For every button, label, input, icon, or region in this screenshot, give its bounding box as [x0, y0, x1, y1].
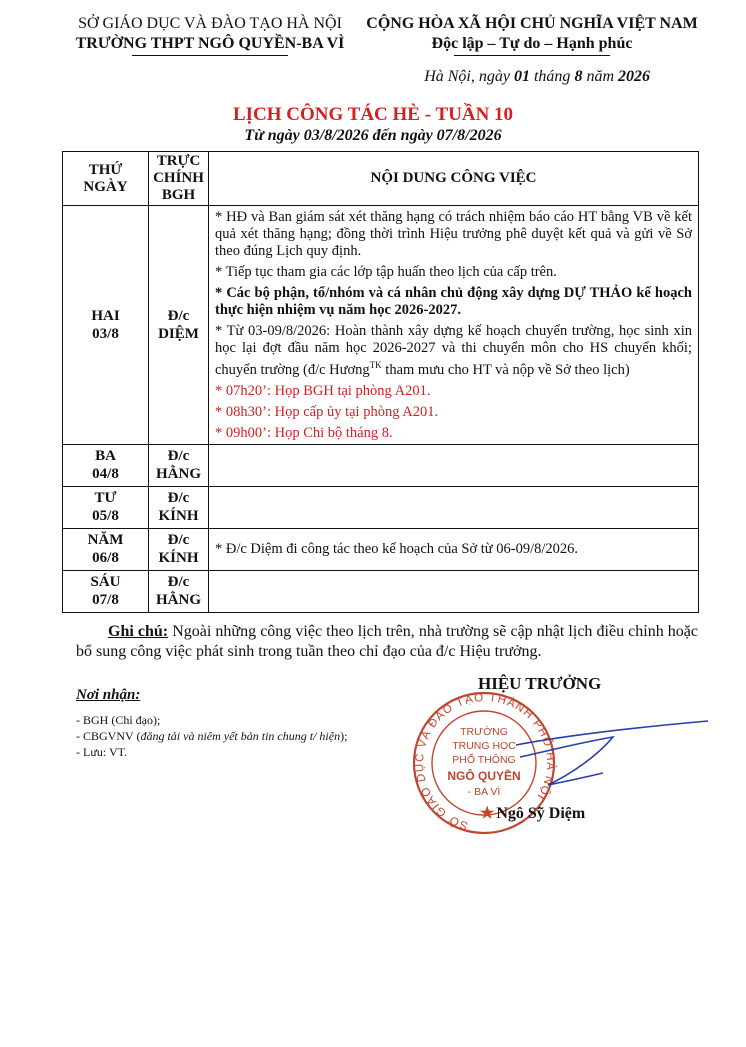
day-date: 03/8: [92, 325, 119, 342]
table-row: [63, 528, 699, 570]
task-item: * HĐ và Ban giám sát xét thăng hạng có trách nhiệm báo cáo HT bằng VB về kết quả xét thăng hạng; đồng thời trình Hiệu trưởng phê duyệt kết quả và gửi về Sở theo đúng Lịch quy định.: [215, 209, 692, 259]
duty-title: Đ/c: [167, 574, 190, 591]
task-item: * 09h00’: Họp Chi bộ tháng 8.: [215, 424, 393, 441]
row-day: [63, 528, 149, 570]
duty-title: Đ/c: [167, 532, 190, 549]
stamp-line: PHỔ THÔNG: [452, 754, 516, 766]
header-day-line1: THỨ: [88, 161, 123, 178]
row-content: [209, 570, 699, 612]
note-label: Ghi chú:: [108, 623, 169, 640]
task-text: * Từ 03-09/8/2026: Hoàn thành xây dựng kế hoạch chuyển trường, học sinh xin học lại đợt đầu năm học 2026-2027 và thi chuyển môn cho HS chuyển khối; chuyển trường (đ/c Hương: [215, 323, 692, 378]
row-duty: [149, 486, 209, 528]
republic-name: CỘNG HÒA XÃ HỘI CHỦ NGHĨA VIỆT NAM: [366, 15, 698, 32]
task-text: tham mưu cho HT và nộp về Sở theo lịch): [381, 361, 630, 378]
date-year: 2026: [618, 68, 650, 85]
schedule-table: [62, 151, 699, 613]
issue-date: [0, 68, 650, 86]
row-day: [63, 486, 149, 528]
date-prefix: Hà Nội, ngày: [424, 68, 514, 85]
header-right-rule: [454, 55, 610, 56]
day-name: HAI: [91, 307, 120, 324]
national-heading: [362, 14, 702, 54]
header-duty-line2: CHÍNH: [153, 170, 204, 186]
recipients-list: [76, 712, 347, 760]
stamp-line: TRUNG HỌC: [452, 740, 516, 752]
row-day: [63, 444, 149, 486]
task-item: * 07h20’: Họp BGH tại phòng A201.: [215, 382, 431, 399]
day-date: 06/8: [92, 550, 119, 567]
header-duty-line3: BGH: [161, 187, 196, 203]
signer-position: HIỆU TRƯỞNG: [478, 674, 602, 693]
duty-title: Đ/c: [167, 307, 190, 324]
signer-name: [480, 803, 585, 823]
day-name: SÁU: [90, 574, 121, 591]
date-year-label: năm: [582, 68, 618, 85]
signer-name-text: Ngô Sỹ Diệm: [496, 805, 586, 822]
stamp-center: [447, 725, 520, 798]
row-duty: [149, 570, 209, 612]
row-duty: [149, 444, 209, 486]
duty-name: HẰNG: [156, 592, 201, 609]
day-name: NĂM: [87, 532, 124, 549]
recipient-text: - CBGVNV (: [76, 729, 141, 743]
day-date: 05/8: [92, 508, 119, 525]
recipient-item: [76, 728, 347, 744]
task-item: * Đ/c Diệm đi công tác theo kế hoạch của Sở từ 06-09/8/2026.: [215, 541, 579, 558]
task-superscript: TK: [369, 360, 382, 370]
day-date: 04/8: [92, 466, 119, 483]
duty-name: KÍNH: [158, 550, 199, 567]
duty-name: KÍNH: [158, 508, 199, 525]
table-row: [63, 570, 699, 612]
duty-title: Đ/c: [167, 448, 190, 465]
table-row: [63, 206, 699, 445]
header-content: NỘI DUNG CÔNG VIỆC: [209, 152, 699, 206]
task-item: * 08h30’: Họp cấp ủy tại phòng A201.: [215, 403, 439, 420]
recipient-item: - Lưu: VT.: [76, 745, 128, 759]
header-left-rule: [132, 55, 288, 56]
issuing-authority: [60, 14, 360, 54]
row-content: [209, 486, 699, 528]
header-day: [63, 152, 149, 206]
recipient-item: - BGH (Chỉ đạo);: [76, 713, 161, 727]
row-content: [209, 444, 699, 486]
footnote: [76, 622, 698, 662]
department-name: SỞ GIÁO DỤC VÀ ĐÀO TẠO HÀ NỘI: [78, 15, 342, 32]
date-month-label: tháng: [529, 68, 575, 85]
document-title: LỊCH CÔNG TÁC HÈ - TUẦN 10: [232, 104, 514, 125]
task-item: * Tiếp tục tham gia các lớp tập huấn theo lịch của cấp trên.: [215, 264, 557, 280]
table-row: [63, 486, 699, 528]
note-text: Ngoài những công việc theo lịch trên, nhà trường sẽ cập nhật lịch điều chỉnh hoặc bổ sung công việc phát sinh trong tuần theo chỉ đạo của đ/c Hiệu trưởng.: [76, 623, 699, 660]
duty-name: HẰNG: [156, 466, 201, 483]
day-name: TƯ: [94, 490, 117, 507]
table-row: [63, 444, 699, 486]
stamp-line: NGÔ QUYỀN: [447, 769, 521, 783]
header-day-line2: NGÀY: [83, 178, 128, 195]
recipient-note: đăng tải và niêm yết bản tin chung t/ hiện: [140, 729, 341, 743]
document-subtitle: Từ ngày 03/8/2026 đến ngày 07/8/2026: [244, 127, 502, 144]
row-duty: [149, 528, 209, 570]
duty-name: DIỆM: [158, 325, 199, 342]
stamp-ring-text: SỞ GIÁO DỤC VÀ ĐÀO TẠO THÀNH PHỐ HÀ NỘI: [413, 691, 557, 832]
recipient-text: );: [340, 729, 348, 743]
header-duty-line1: TRỰC: [156, 153, 201, 169]
row-content: [209, 528, 699, 570]
day-date: 07/8: [92, 592, 119, 609]
task-item: * Các bộ phận, tổ/nhóm và cá nhân chủ động xây dựng DỰ THẢO kế hoạch thực hiện nhiệm vụ năm học 2026-2027.: [215, 285, 692, 318]
day-name: BA: [95, 448, 116, 465]
row-content: [209, 206, 699, 445]
header-duty: [149, 152, 209, 206]
school-name: TRƯỜNG THPT NGÔ QUYỀN-BA VÌ: [75, 35, 345, 52]
recipients-title: Nơi nhận:: [76, 687, 141, 703]
task-item: [215, 323, 692, 379]
duty-title: Đ/c: [167, 490, 190, 507]
stamp-line: TRƯỜNG: [460, 726, 508, 738]
table-header-row: [63, 152, 699, 206]
row-day: [63, 570, 149, 612]
stamp-star-icon: ★: [480, 805, 495, 822]
date-day: 01: [513, 68, 530, 85]
stamp-line: - BA VÌ: [467, 786, 501, 798]
national-motto: Độc lập – Tự do – Hạnh phúc: [431, 35, 633, 52]
row-duty: [149, 206, 209, 445]
date-month: 8: [574, 68, 583, 85]
row-day: [63, 206, 149, 445]
